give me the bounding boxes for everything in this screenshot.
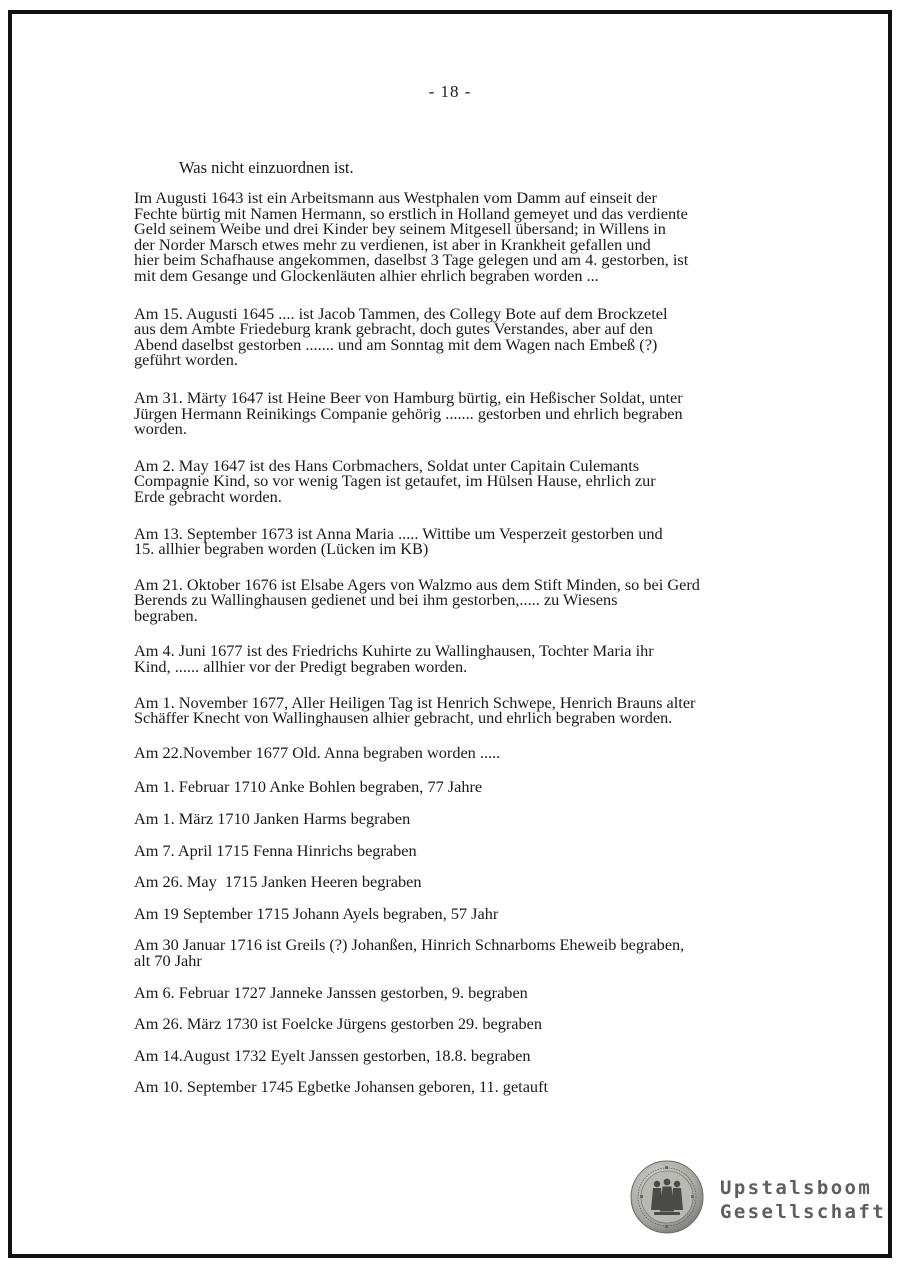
entry-1730 (134, 1016, 794, 1032)
entry-1732 (134, 1045, 794, 1065)
entry-1710-march (134, 811, 794, 827)
entry-1745 (134, 1079, 794, 1095)
entry-line: Fechte bürtig mit Namen Hermann, so erstlich in Holland gemeyet und das verdiente (134, 203, 688, 223)
entry-line: Am 13. September 1673 ist Anna Maria ..... Wittibe um Vesperzeit gestorben und (134, 523, 663, 543)
entry-line: Am 26. März 1730 ist Foelcke Jürgens gestorben 29. begraben (134, 1014, 543, 1034)
entry-line: Im Augusti 1643 ist ein Arbeitsmann aus Westphalen vom Damm auf einseit der (134, 188, 657, 207)
entry-1677-november-1 (134, 692, 794, 728)
entry-line: Geld seinem Weibe und drei Kinder bey seinem Mitgesell übersand; in Willens in (134, 219, 666, 239)
entry-line: Am 14.August 1732 Eyelt Janssen gestorben, 18.8. begraben (134, 1045, 531, 1065)
entry-line: Kind, ...... allhier vor der Predigt begraben worden. (134, 657, 468, 677)
entry-line: Am 4. Juni 1677 ist des Friedrichs Kuhirte zu Wallinghausen, Tochter Maria ihr (134, 641, 654, 661)
entry-1676 (134, 574, 794, 625)
entry-line: Berends zu Wallinghausen gedienet und bei ihm gestorben,..... zu Wiesens (134, 590, 618, 610)
entry-line: Abend daselbst gestorben ....... und am Sonntag mit dem Wagen nach Embeß (?) (134, 334, 658, 354)
entry-line: hier beim Schafhause angekommen, daselbst 3 Tage gelegen und am 4. gestorben, ist (134, 250, 689, 270)
logo-line-1: Upstalsboom (720, 1177, 873, 1199)
entry-line: Am 26. May 1715 Janken Heeren begraben (134, 872, 422, 892)
entry-line: Am 1. Februar 1710 Anke Bohlen begraben, 77 Jahre (134, 777, 483, 797)
entry-1647-may (134, 455, 794, 506)
entry-line: Am 7. April 1715 Fenna Hinrichs begraben (134, 840, 417, 860)
logo-text (720, 1176, 886, 1224)
entry-line: mit dem Gesange und Glockenläuten alhier ehrlich begraben worden ... (134, 265, 599, 285)
entry-line: Am 30 Januar 1716 ist Greils (?) Johanßen, Hinrich Schnarboms Eheweib begraben, (134, 935, 685, 955)
entry-1673 (134, 523, 794, 559)
entry-1710-february (134, 779, 794, 795)
entry-1647-march (134, 387, 794, 439)
entry-line: aus dem Ambte Friedeburg krank gebracht, doch gutes Verstandes, aber auf den (134, 319, 653, 339)
entry-line: Am 10. September 1745 Egbetke Johansen geboren, 11. getauft (134, 1077, 549, 1097)
seal-icon (630, 1160, 704, 1234)
entry-1677-june (134, 641, 794, 677)
entry-line: begraben. (134, 605, 198, 625)
entry-line: alt 70 Jahr (134, 951, 202, 970)
upstalsboom-logo (630, 1160, 887, 1238)
page-number: - 18 - (428, 82, 472, 101)
entry-1643 (134, 190, 794, 284)
entry-line: Jürgen Hermann Reinikings Companie gehörig ....... gestorben und ehrlich begraben (134, 403, 683, 423)
entry-list (134, 190, 794, 1095)
entry-line: Compagnie Kind, so vor wenig Tagen ist getaufet, im Hülsen Hause, ehrlich zur (134, 471, 656, 491)
entry-1727 (134, 982, 794, 1002)
entry-1645 (134, 303, 794, 370)
entry-1715-may (134, 874, 794, 890)
entry-line: Am 31. Märty 1647 ist Heine Beer von Hamburg bürtig, ein Heßischer Soldat, unter (134, 387, 683, 407)
entry-line: Schäffer Knecht von Wallinghausen alhier gebracht, und ehrlich begraben worden. (134, 708, 673, 728)
entry-line: 15. allhier begraben worden (Lücken im KB) (134, 539, 429, 559)
entry-line: Am 19 September 1715 Johann Ayels begraben, 57 Jahr (134, 903, 499, 923)
entry-line: Am 15. Augusti 1645 .... ist Jacob Tammen, des Collegy Bote auf dem Brockzetel (134, 303, 668, 323)
entry-1715-september (134, 903, 794, 923)
entry-line: Am 6. Februar 1727 Janneke Janssen gestorben, 9. begraben (134, 982, 528, 1002)
section-heading: Was nicht einzuordnen ist. (179, 158, 354, 177)
entry-line: Erde gebracht worden. (134, 486, 282, 506)
entry-line: Am 2. May 1647 ist des Hans Corbmachers, Soldat unter Capitain Culemants (134, 455, 640, 475)
entry-line: worden. (134, 419, 187, 439)
entry-1716 (134, 937, 794, 968)
logo-line-2: Gesellschaft (720, 1201, 887, 1223)
entry-line: Am 1. März 1710 Janken Harms begraben (134, 809, 411, 829)
entry-1715-april (134, 840, 794, 860)
entry-line: der Norder Marsch etwes mehr zu verdienen, ist aber in Krankheit gefallen und (134, 234, 651, 254)
entry-line: Am 21. Oktober 1676 ist Elsabe Agers von Walzmo aus dem Stift Minden, so bei Gerd (134, 574, 700, 594)
entry-1677-november-22 (134, 742, 794, 762)
entry-line: Am 1. November 1677, Aller Heiligen Tag ist Henrich Schwepe, Henrich Brauns alter (134, 692, 696, 712)
entry-line: geführt worden. (134, 350, 238, 370)
entry-line: Am 22.November 1677 Old. Anna begraben worden ..... (134, 742, 501, 762)
